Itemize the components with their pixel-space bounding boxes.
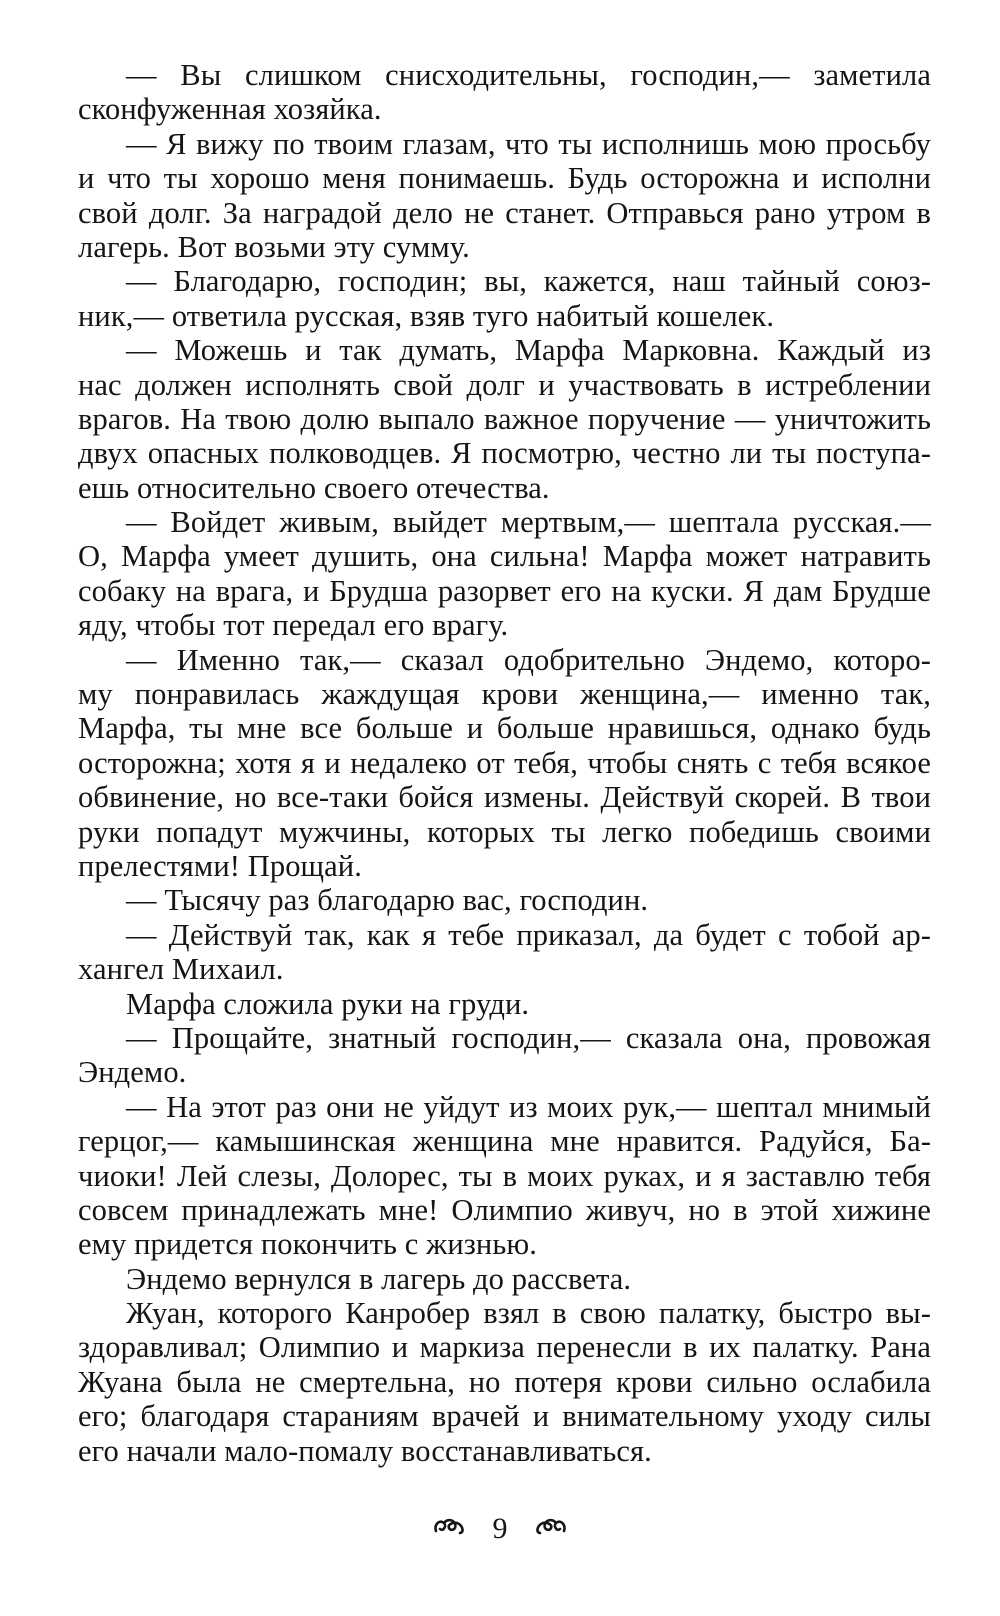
- text-line: нас должен исполнять свой долг и участвовать в истреблении: [78, 367, 931, 402]
- text-line: врагов. На твою долю выпало важное поручение — уничтожить: [78, 401, 931, 436]
- page-text: [78, 58, 931, 1468]
- text-line: сконфуженная хозяйка.: [78, 92, 382, 127]
- text-line: здоравливал; Олимпио и маркиза перенесли в их палатку. Рана: [78, 1330, 931, 1365]
- text-line: — Прощайте, знатный господин,— сказала она, провожая: [126, 1020, 931, 1055]
- text-line: — Вы слишком снисходительны, господин,— заметила: [126, 58, 931, 92]
- text-line: Жуана была не смертельна, но потеря крови сильно ослабила: [78, 1364, 931, 1399]
- text-line: му понравилась жаждущая крови женщина,— именно так,: [78, 677, 931, 712]
- text-line: — Я вижу по твоим глазам, что ты исполнишь мою просьбу: [126, 126, 931, 161]
- text-line: герцог,— камышинская женщина мне нравится. Радуйся, Ба-: [78, 1124, 931, 1159]
- text-line: Эндемо.: [78, 1055, 187, 1090]
- page-number: 9: [492, 1512, 508, 1546]
- text-line: обвинение, но все-таки бойся измены. Действуй скорей. В твои: [78, 780, 931, 815]
- text-line: ему придется покончить с жизнью.: [78, 1227, 537, 1262]
- text-line: О, Марфа умеет душить, она сильна! Марфа может натравить: [78, 539, 931, 574]
- text-line: Эндемо вернулся в лагерь до рассвета.: [126, 1261, 632, 1296]
- text-line: — На этот раз они не уйдут из моих рук,— шептал мнимый: [126, 1089, 931, 1124]
- page-footer: [0, 1510, 1000, 1546]
- text-line: совсем принадлежать мне! Олимпио живуч, но в этой хижине: [78, 1192, 931, 1227]
- text-line: собаку на врага, и Брудша разорвет его на куски. Я дам Брудше: [78, 573, 931, 608]
- text-line: Марфа сложила руки на груди.: [126, 986, 530, 1021]
- text-line: — Можешь и так думать, Марфа Марковна. Каждый из: [126, 333, 931, 368]
- text-line: руки попадут мужчины, которых ты легко победишь своими: [78, 814, 931, 849]
- text-line: хангел Михаил.: [78, 952, 284, 987]
- text-line: Жуан, которого Канробер взял в свою палатку, быстро вы-: [126, 1296, 931, 1331]
- text-line: свой долг. За наградой дело не станет. Отправься рано утром в: [78, 195, 931, 230]
- text-line: осторожна; хотя я и недалеко от тебя, чтобы снять с тебя всякое: [78, 745, 931, 780]
- text-line: прелестями! Прощай.: [78, 848, 362, 883]
- left-ornament-icon: [433, 1513, 467, 1545]
- text-line: его; благодаря стараниям врачей и внимательному уходу силы: [78, 1399, 931, 1434]
- text-line: и что ты хорошо меня понимаешь. Будь осторожна и исполни: [78, 161, 931, 196]
- text-line: — Благодарю, господин; вы, кажется, наш тайный союз-: [126, 264, 931, 299]
- text-line: ешь относительно своего отечества.: [78, 470, 550, 505]
- text-line: — Действуй так, как я тебе приказал, да будет с тобой ар-: [126, 917, 931, 952]
- text-line: его начали мало-помалу восстанавливаться.: [78, 1433, 652, 1468]
- text-line: Марфа, ты мне все больше и больше нравишься, однако будь: [78, 711, 931, 746]
- right-ornament-icon: [533, 1513, 567, 1545]
- text-line: двух опасных полководцев. Я посмотрю, честно ли ты поступа-: [78, 436, 931, 471]
- text-line: лагерь. Вот возьми эту сумму.: [78, 229, 470, 264]
- text-line: яду, чтобы тот передал его врагу.: [78, 608, 509, 643]
- text-line: — Именно так,— сказал одобрительно Эндемо, которо-: [126, 642, 931, 677]
- text-line: — Тысячу раз благодарю вас, господин.: [126, 883, 649, 918]
- text-line: ник,— ответила русская, взяв туго набитый кошелек.: [78, 298, 775, 333]
- text-line: — Войдет живым, выйдет мертвым,— шептала русская.—: [126, 505, 931, 540]
- text-line: чиоки! Лей слезы, Долорес, ты в моих руках, и я заставлю тебя: [78, 1158, 931, 1193]
